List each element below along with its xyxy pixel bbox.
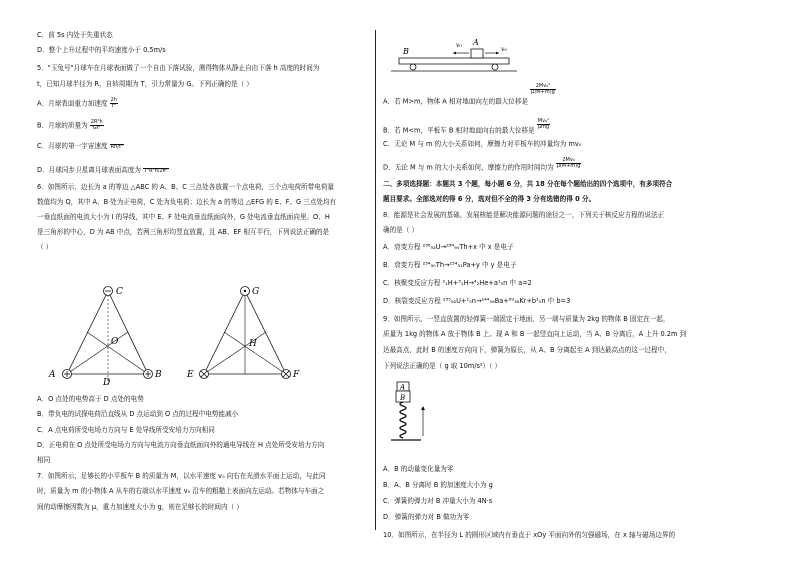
q7-stem-line2: 时，质量为 m 的小物体 A 从车的右端以水平速度 v₀ 沿车的粗糙上表面向左运动。若物体与车面之 [37, 487, 325, 495]
label-o: O [111, 337, 119, 347]
q8-option-b: B．衰变方程 ²³⁴₉₀Th→²³⁴₉₁Pa+y 中 y 是电子 [383, 261, 517, 269]
q7-option-c: C．无论 M 与 m 的大小关系如何，摩擦力对平板车的冲量均为 mv₀ [383, 140, 582, 148]
spring-icon [400, 402, 406, 438]
section-2-header-line2: 题目要求。全部选对的得 6 分，选对但不全的得 3 分有选错的得 0 分。 [383, 195, 596, 203]
label-h: H [249, 339, 257, 349]
q7-stem-line3: 间的动摩擦因数为 μ，重力加速度大小为 g，则在足够长的时间内（ ） [37, 503, 243, 511]
q6-stem-line5: （ ） [37, 243, 53, 251]
label-v0-right: v₀ [501, 46, 507, 53]
label-a: A [49, 370, 56, 380]
q6-option-c: C．A 点电荷所受电场力方向与 E 处导线所受安培力方向相同 [37, 426, 215, 434]
section-2-header-line1: 二、多项选择题：本题共 3 个题，每小题 6 分，共 18 分在每个题给出的四个选项中，有多项符合 [383, 180, 673, 188]
q6-option-d-line1: D．正电荷在 O 点处所受电场力方向与电流方向垂直纸面向外的通电导线在 H 点处所受安培力方向 [37, 441, 325, 449]
fraction [90, 120, 104, 131]
column-divider [375, 30, 376, 530]
q8-option-d: D．核裂变反应方程 ²³⁵₉₂U+¹₀n→¹⁴⁴₅₆Ba+⁸⁹₃₆Kr+b¹₀n 中 b=3 [383, 297, 571, 305]
denominator: μmg [537, 124, 550, 130]
q9-stem-line2: 质量为 1kg 的物体 A 放于物体 B 上。现 A 和 B 一起竖直向上运动，当 A、B 分离后，A 上升 0.2m 到 [383, 330, 687, 338]
q5-option-c-text: C．月球的第一宇宙速度 [37, 142, 108, 150]
triangle-abc [48, 287, 162, 389]
label-c: C [116, 287, 123, 297]
q9-figure-spring [391, 380, 451, 452]
q5-option-d [37, 167, 169, 175]
q5-option-d-text: D．月球同步卫星离月球表面高度为 [37, 166, 141, 174]
fraction [556, 158, 582, 169]
cart-b [399, 58, 509, 64]
option-d-prev: D．整个上升过程中的平均速度小于 0.5m/s [37, 46, 166, 54]
q5-stem-line1: 5．"玉兔号"月球车在月球表面做了一个自由下落试验，测得物体从静止自由下落 h 高度的时间为 [37, 64, 320, 72]
fraction [110, 98, 118, 109]
label-b: B [155, 370, 162, 380]
q5-option-c [37, 143, 124, 151]
label-b: B [400, 394, 406, 402]
q10-stem-line1: 10．如图所示，在半径为 L 的圆形区域内有垂直于 xOy 平面向外的匀强磁场，在 x 轴与磁场边界的 [383, 531, 676, 539]
q6-figure [37, 280, 337, 388]
denominator: μ(M+m)g [531, 89, 555, 95]
label-b: B [403, 47, 409, 56]
cube-root: T²R²h/2π² [144, 168, 168, 174]
numerator: 2R²h [90, 119, 103, 125]
numerator: 2Mv₀ [556, 158, 582, 164]
q7-option-a-text: A．若 M>m，物体 A 相对地面向左的最大位移是 [383, 97, 529, 106]
q9-stem-line3: 达最高点，此时 B 的速度方向向下，弹簧为原长，从 A、B 分离起至 A 到达最高点的这一过程中， [383, 346, 671, 354]
option-c-prev: C．前 5s 内处于失重状态 [37, 31, 113, 39]
numerator: 2h [110, 97, 117, 103]
label-e: E [187, 370, 194, 380]
q9-stem-line4: 下列说法正确的是（ g 取 10m/s²）（ ） [383, 362, 502, 370]
q9-option-a: A．B 的动量变化量为零 [383, 465, 454, 473]
q5-option-a [37, 98, 118, 109]
q7-stem-line1: 7．如图所示，足够长的小平板车 B 的质量为 M，以水平速度 v₀ 向右在光滑水平面上运动，与此同 [37, 472, 326, 480]
square-root: Rh/t² [110, 144, 123, 150]
numerator: Mv₀² [537, 118, 550, 124]
triangle-efg [186, 287, 300, 381]
q6-option-d-line2: 相同 [37, 456, 51, 464]
wheel-icon [410, 64, 416, 70]
q7-option-b-text: B．若 M<m，平板车 B 相对地面向右的最大位移是 [383, 126, 535, 135]
fraction [530, 84, 556, 95]
label-d: D [103, 378, 111, 388]
label-g: G [252, 287, 260, 297]
wheel-icon [492, 64, 498, 70]
q8-stem-line2: 确的是（ ） [383, 226, 419, 234]
label-a: A [473, 38, 479, 47]
q5-option-a-text: A．月球表面重力加速度 [37, 99, 108, 108]
q9-stem-line1: 9．如图所示，一竖直放置的轻弹簧一端固定于地面，另一端与质量为 2kg 的物体 B 固定在一起， [383, 315, 670, 323]
q6-option-b: B．带负电的试探电荷沿直线从 D 点运动到 O 点的过程中电势能减小 [37, 410, 239, 418]
fraction [537, 119, 550, 130]
q7-figure-cart [391, 30, 521, 78]
q6-stem-line4: 是三角形的中心，D 为 AB 中点，若两三角形均竖直放置，且 AB、EF 相互平行，下列说法正确的是 [37, 228, 330, 236]
q5-option-b-text: B．月球的质量为 [37, 121, 88, 130]
q6-stem-line2: 数值均为 Q，其中 A、B 处为正电荷，C 处为负电荷；边长为 a 的等边 △EFG 的 E、F、G 三点处均有 [37, 198, 337, 206]
q9-option-b: B．A、B 分离时 B 的加速度大小为 g [383, 481, 493, 489]
q8-stem-line1: 8．能源是社会发展的基础，发展核能是解决能源问题的途径之一，下列关于核反应方程的说法正 [383, 211, 665, 219]
block-a [471, 49, 483, 58]
q6-option-a: A．O 点处的电势高于 D 点处的电势 [37, 395, 144, 403]
q9-option-c: C．弹簧的弹力对 B 冲量大小为 4N·s [383, 497, 493, 505]
q7-option-d [383, 157, 581, 173]
label-a: A [400, 383, 406, 392]
q5-option-b [37, 120, 104, 131]
denominator: t² [111, 103, 116, 109]
q6-stem-line3: 一垂直纸面的电流大小为 I 的导线，其中 E、F 处电流垂直纸面向外，G 处电流垂直纸面向里。O、H [37, 213, 330, 221]
label-v0-left: v₀ [456, 42, 462, 49]
q7-option-b [383, 118, 550, 136]
label-f: F [293, 370, 300, 380]
q9-option-d: D．弹簧的弹力对 B 做功为零 [383, 513, 470, 521]
q8-option-a: A．衰变方程 ²³⁸₉₂U→²³⁴₉₀Th+x 中 x 是电子 [383, 243, 514, 251]
denominator: Gt² [92, 125, 101, 131]
q7-option-d-text: D．无论 M 与 m 的大小关系如何，摩擦力的作用时间均为 [383, 163, 554, 172]
q5-stem-line2: t，已知月球半径为 R，自转周期为 T，引力常量为 G。下列正确的是（ ） [37, 80, 253, 88]
q6-stem-line1: 6．如图所示，边长为 a 的等边 △ABC 的 A、B、C 三点处各放置一个点电荷，三个点电荷所带电荷量 [37, 183, 335, 191]
denominator: μ(M+m)g [556, 163, 581, 169]
numerator: 2Mv₀² [530, 84, 556, 90]
q8-option-c: C．核聚变反应方程 ²₁H+³₁H→⁴₂He+a¹₀n 中 a=2 [383, 279, 532, 287]
